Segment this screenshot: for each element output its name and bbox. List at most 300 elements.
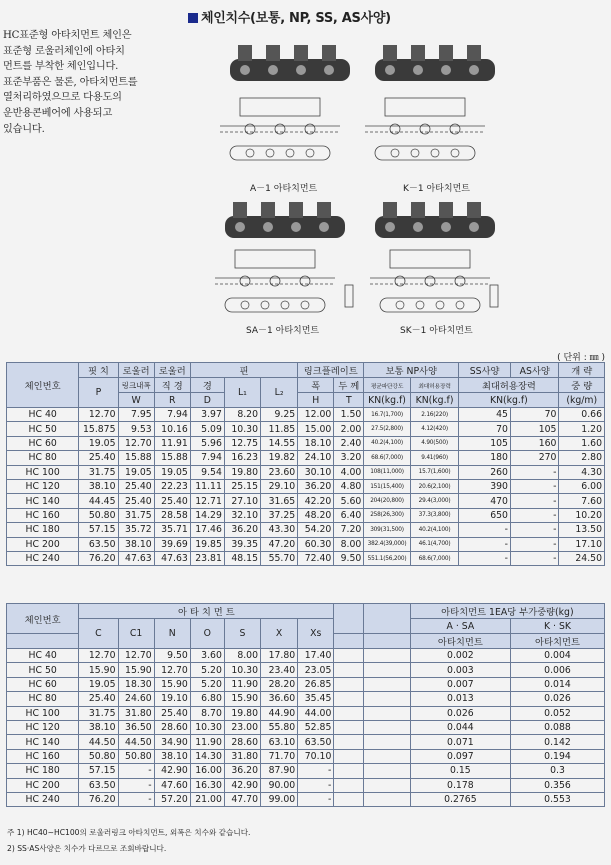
- cell-o: 11.90: [190, 735, 224, 749]
- cell-no: HC 50: [7, 663, 79, 677]
- cell-blank: [334, 764, 364, 778]
- cell-r: 39.69: [154, 537, 190, 551]
- cell-no: HC 60: [7, 677, 79, 691]
- col-blank: [364, 634, 410, 649]
- sa1-attachment-figure: [215, 202, 353, 312]
- cell-p: 25.40: [79, 451, 118, 465]
- sk1-attachment-figure: [370, 202, 498, 312]
- cell-x: 63.10: [261, 735, 298, 749]
- cell-kg: 4.30: [559, 465, 605, 479]
- cell-x: 87.90: [261, 764, 298, 778]
- cell-l2: 47.20: [261, 537, 298, 551]
- cell-r: 7.94: [154, 408, 190, 422]
- cell-brk: 27.5(2,800): [364, 422, 410, 436]
- cell-s: 31.80: [224, 749, 260, 763]
- cell-n: 9.50: [154, 649, 190, 663]
- cell-blank: [334, 677, 364, 691]
- cell-w: 7.95: [118, 408, 154, 422]
- cell-o: 8.70: [190, 706, 224, 720]
- cell-x: 55.80: [261, 720, 298, 734]
- cell-kg: 13.50: [559, 523, 605, 537]
- col-ksk-sub: 아타치먼트: [510, 634, 604, 649]
- cell-blank: [364, 764, 410, 778]
- cell-blank: [364, 735, 410, 749]
- col-l2: L₂: [261, 378, 298, 408]
- cell-s: 23.00: [224, 720, 260, 734]
- cell-blank: [364, 649, 410, 663]
- table-row: [7, 692, 605, 706]
- cell-h: 72.40: [298, 551, 334, 565]
- cell-d: 11.11: [190, 479, 224, 493]
- cell-l2: 31.65: [261, 494, 298, 508]
- page-title-text: 체인치수(보통, NP, SS, AS사양): [201, 11, 391, 26]
- cell-h: 60.30: [298, 537, 334, 551]
- cell-xs: -: [298, 778, 334, 792]
- cell-r: 15.88: [154, 451, 190, 465]
- cell-d: 3.97: [190, 408, 224, 422]
- table-row: [7, 523, 605, 537]
- cell-xs: 26.85: [298, 677, 334, 691]
- cell-c: 25.40: [79, 692, 118, 706]
- page-title: [188, 7, 391, 26]
- col-p: P: [79, 378, 118, 408]
- cell-ss: -: [459, 537, 511, 551]
- cell-as: 160: [510, 436, 559, 450]
- cell-l2: 43.30: [261, 523, 298, 537]
- cell-s: 36.20: [224, 764, 260, 778]
- intro-line: 있습니다.: [3, 123, 45, 135]
- cell-o: 10.30: [190, 720, 224, 734]
- col-chain-no: 체인번호: [7, 604, 79, 634]
- cell-brk: 204(20,800): [364, 494, 410, 508]
- cell-no: HC 100: [7, 465, 79, 479]
- cell-max: 20.6(2,100): [410, 479, 459, 493]
- table-row: [7, 422, 605, 436]
- cell-a: 0.044: [410, 720, 510, 734]
- cell-d: 5.96: [190, 436, 224, 450]
- cell-xs: 35.45: [298, 692, 334, 706]
- cell-l2: 19.82: [261, 451, 298, 465]
- cell-d: 7.94: [190, 451, 224, 465]
- cell-xs: 44.00: [298, 706, 334, 720]
- cell-c: 63.50: [79, 778, 118, 792]
- cell-n: 38.10: [154, 749, 190, 763]
- cell-blank: [364, 706, 410, 720]
- cell-no: HC 100: [7, 706, 79, 720]
- col-kn2: KN(kg.f): [410, 393, 459, 408]
- table-row: [7, 436, 605, 450]
- table-row: [7, 479, 605, 493]
- col-diameter: 직 경: [154, 378, 190, 393]
- cell-max: 4.12(420): [410, 422, 459, 436]
- cell-n: 15.90: [154, 677, 190, 691]
- cell-brk: 68.6(7,000): [364, 451, 410, 465]
- cell-x: 44.90: [261, 706, 298, 720]
- cell-c1: -: [118, 792, 154, 806]
- cell-a: 0.2765: [410, 792, 510, 806]
- col-max-allow-ss-as: 최대허용장력: [459, 378, 559, 393]
- chain-dimension-table: [6, 362, 605, 566]
- cell-brk: 16.7(1,700): [364, 408, 410, 422]
- cell-c: 57.15: [79, 764, 118, 778]
- cell-p: 31.75: [79, 465, 118, 479]
- cell-no: HC 200: [7, 778, 79, 792]
- col-weight: 중 량: [559, 378, 605, 393]
- col-chain-no: 체인번호: [7, 363, 79, 408]
- cell-kg: 0.66: [559, 408, 605, 422]
- cell-w: 19.05: [118, 465, 154, 479]
- intro-text: [3, 28, 178, 137]
- cell-blank: [334, 792, 364, 806]
- table-row: [7, 720, 605, 734]
- cell-kg: 1.60: [559, 436, 605, 450]
- cell-o: 16.00: [190, 764, 224, 778]
- cell-brk: 40.2(4,100): [364, 436, 410, 450]
- cell-h: 15.00: [298, 422, 334, 436]
- cell-as: -: [510, 537, 559, 551]
- col-d: D: [190, 393, 224, 408]
- cell-c: 38.10: [79, 720, 118, 734]
- cell-as: 270: [510, 451, 559, 465]
- cell-l1: 36.20: [224, 523, 260, 537]
- cell-t: 9.50: [334, 551, 364, 565]
- cell-blank: [334, 778, 364, 792]
- cell-x: 23.40: [261, 663, 298, 677]
- cell-no: HC 40: [7, 408, 79, 422]
- cell-no: HC 200: [7, 537, 79, 551]
- cell-c1: 44.50: [118, 735, 154, 749]
- cell-max: 9.41(960): [410, 451, 459, 465]
- cell-h: 36.20: [298, 479, 334, 493]
- cell-o: 3.60: [190, 649, 224, 663]
- cell-xs: 63.50: [298, 735, 334, 749]
- cell-c1: 12.70: [118, 649, 154, 663]
- cell-blank: [334, 706, 364, 720]
- cell-ss: 45: [459, 408, 511, 422]
- cell-t: 2.00: [334, 422, 364, 436]
- cell-p: 57.15: [79, 523, 118, 537]
- cell-no: HC 80: [7, 692, 79, 706]
- cell-l2: 11.85: [261, 422, 298, 436]
- cell-as: -: [510, 465, 559, 479]
- k1-caption: K－1 아타치먼트: [403, 184, 470, 194]
- cell-c: 12.70: [79, 649, 118, 663]
- cell-blank: [364, 663, 410, 677]
- cell-h: 12.00: [298, 408, 334, 422]
- table-row: [7, 451, 605, 465]
- cell-k: 0.006: [510, 663, 604, 677]
- cell-no: HC 60: [7, 436, 79, 450]
- col-pin-dia: 경: [190, 378, 224, 393]
- attachment-dimension-table: [6, 603, 605, 807]
- col-ksk: K · SK: [510, 619, 604, 634]
- cell-s: 28.60: [224, 735, 260, 749]
- cell-h: 30.10: [298, 465, 334, 479]
- col-s: S: [224, 619, 260, 649]
- cell-as: -: [510, 508, 559, 522]
- header-row: [7, 604, 605, 619]
- cell-k: 0.194: [510, 749, 604, 763]
- cell-n: 42.90: [154, 764, 190, 778]
- cell-no: HC 180: [7, 523, 79, 537]
- cell-c1: 31.80: [118, 706, 154, 720]
- cell-brk: 258(26,300): [364, 508, 410, 522]
- cell-s: 11.90: [224, 677, 260, 691]
- cell-xs: -: [298, 764, 334, 778]
- cell-as: -: [510, 494, 559, 508]
- cell-blank: [334, 663, 364, 677]
- cell-t: 3.20: [334, 451, 364, 465]
- cell-l1: 39.35: [224, 537, 260, 551]
- cell-no: HC 80: [7, 451, 79, 465]
- col-w: W: [118, 393, 154, 408]
- header-row: [7, 378, 605, 393]
- cell-l2: 14.55: [261, 436, 298, 450]
- cell-as: -: [510, 551, 559, 565]
- cell-no: HC 240: [7, 551, 79, 565]
- cell-ss: -: [459, 523, 511, 537]
- cell-max: 4.90(500): [410, 436, 459, 450]
- col-c1: C1: [118, 619, 154, 649]
- col-blank: [334, 604, 364, 634]
- cell-c1: -: [118, 778, 154, 792]
- cell-p: 38.10: [79, 479, 118, 493]
- sa1-caption: SA－1 아타치먼트: [246, 326, 320, 336]
- cell-blank: [364, 778, 410, 792]
- cell-xs: 52.85: [298, 720, 334, 734]
- cell-h: 24.10: [298, 451, 334, 465]
- cell-max: 40.2(4,100): [410, 523, 459, 537]
- col-r: R: [154, 393, 190, 408]
- col-xs: Xs: [298, 619, 334, 649]
- cell-r: 25.40: [154, 494, 190, 508]
- cell-no: HC 120: [7, 720, 79, 734]
- cell-h: 54.20: [298, 523, 334, 537]
- col-l1: L₁: [224, 378, 260, 408]
- cell-n: 34.90: [154, 735, 190, 749]
- col-np-spec: 보통 NP사양: [364, 363, 459, 378]
- cell-ss: 470: [459, 494, 511, 508]
- table-row: [7, 508, 605, 522]
- cell-max: 68.6(7,000): [410, 551, 459, 565]
- cell-l2: 9.25: [261, 408, 298, 422]
- table-row: [7, 735, 605, 749]
- col-roller-dia: 로울러: [154, 363, 190, 378]
- cell-a: 0.071: [410, 735, 510, 749]
- cell-t: 1.50: [334, 408, 364, 422]
- header-row: [7, 619, 605, 634]
- cell-l1: 16.23: [224, 451, 260, 465]
- cell-w: 47.63: [118, 551, 154, 565]
- cell-no: HC 40: [7, 649, 79, 663]
- cell-a: 0.003: [410, 663, 510, 677]
- title-square-icon: [188, 13, 198, 23]
- cell-o: 14.30: [190, 749, 224, 763]
- cell-n: 28.60: [154, 720, 190, 734]
- cell-ss: 70: [459, 422, 511, 436]
- cell-p: 63.50: [79, 537, 118, 551]
- cell-t: 7.20: [334, 523, 364, 537]
- cell-d: 17.46: [190, 523, 224, 537]
- cell-l1: 12.75: [224, 436, 260, 450]
- cell-x: 36.60: [261, 692, 298, 706]
- col-asa-sub: 아타치먼트: [410, 634, 510, 649]
- cell-l1: 8.20: [224, 408, 260, 422]
- cell-w: 31.75: [118, 508, 154, 522]
- col-roller-gap: 로울러: [118, 363, 154, 378]
- cell-ss: 650: [459, 508, 511, 522]
- cell-blank: [364, 677, 410, 691]
- cell-t: 6.40: [334, 508, 364, 522]
- cell-x: 90.00: [261, 778, 298, 792]
- cell-no: HC 180: [7, 764, 79, 778]
- cell-r: 19.05: [154, 465, 190, 479]
- col-inner-width: 링크내폭: [118, 378, 154, 393]
- cell-max: 15.7(1,600): [410, 465, 459, 479]
- cell-l1: 48.15: [224, 551, 260, 565]
- col-ss-spec: SS사양: [459, 363, 511, 378]
- cell-s: 42.90: [224, 778, 260, 792]
- footnote-2: 2) SS·AS사양은 치수가 다르므로 조회바랍니다.: [7, 844, 167, 853]
- cell-t: 8.00: [334, 537, 364, 551]
- cell-xs: -: [298, 792, 334, 806]
- cell-blank: [334, 692, 364, 706]
- cell-c1: 50.80: [118, 749, 154, 763]
- cell-kg: 1.20: [559, 422, 605, 436]
- cell-o: 5.20: [190, 663, 224, 677]
- cell-as: -: [510, 479, 559, 493]
- cell-brk: 551.1(56,200): [364, 551, 410, 565]
- a1-caption: A－1 아타치먼트: [250, 184, 318, 194]
- cell-x: 99.00: [261, 792, 298, 806]
- intro-line: 표준형 로울러체인에 아타치: [3, 45, 125, 57]
- table-row: [7, 749, 605, 763]
- cell-c: 50.80: [79, 749, 118, 763]
- cell-brk: 151(15,400): [364, 479, 410, 493]
- cell-s: 10.30: [224, 663, 260, 677]
- a1-attachment-figure: [220, 45, 350, 160]
- cell-r: 10.16: [154, 422, 190, 436]
- cell-x: 17.80: [261, 649, 298, 663]
- cell-a: 0.007: [410, 677, 510, 691]
- cell-kg: 17.10: [559, 537, 605, 551]
- cell-t: 4.00: [334, 465, 364, 479]
- intro-line: 열처리하였으므로 다용도의: [3, 92, 122, 104]
- cell-ss: 260: [459, 465, 511, 479]
- cell-r: 35.71: [154, 523, 190, 537]
- cell-blank: [364, 749, 410, 763]
- cell-w: 9.53: [118, 422, 154, 436]
- cell-blank: [364, 692, 410, 706]
- cell-l1: 19.80: [224, 465, 260, 479]
- cell-t: 5.60: [334, 494, 364, 508]
- intro-line: HC표준형 아타치먼트 체인은: [3, 30, 132, 41]
- cell-k: 0.014: [510, 677, 604, 691]
- cell-w: 12.70: [118, 436, 154, 450]
- cell-d: 14.29: [190, 508, 224, 522]
- cell-w: 25.40: [118, 494, 154, 508]
- cell-blank: [334, 649, 364, 663]
- cell-no: HC 50: [7, 422, 79, 436]
- cell-c: 31.75: [79, 706, 118, 720]
- cell-a: 0.097: [410, 749, 510, 763]
- cell-k: 0.026: [510, 692, 604, 706]
- cell-as: 105: [510, 422, 559, 436]
- col-kn1: KN(kg.f): [364, 393, 410, 408]
- cell-a: 0.026: [410, 706, 510, 720]
- cell-o: 5.20: [190, 677, 224, 691]
- cell-w: 35.72: [118, 523, 154, 537]
- cell-n: 25.40: [154, 706, 190, 720]
- cell-d: 5.09: [190, 422, 224, 436]
- table-row: [7, 465, 605, 479]
- cell-p: 12.70: [79, 408, 118, 422]
- cell-brk: 382.4(39,000): [364, 537, 410, 551]
- cell-a: 0.178: [410, 778, 510, 792]
- cell-r: 11.91: [154, 436, 190, 450]
- cell-brk: 309(31,500): [364, 523, 410, 537]
- cell-h: 18.10: [298, 436, 334, 450]
- cell-no: HC 120: [7, 479, 79, 493]
- col-as-spec: AS사양: [510, 363, 559, 378]
- cell-blank: [334, 749, 364, 763]
- cell-l2: 29.10: [261, 479, 298, 493]
- cell-kg: 24.50: [559, 551, 605, 565]
- cell-p: 50.80: [79, 508, 118, 522]
- col-asa: A · SA: [410, 619, 510, 634]
- cell-t: 4.80: [334, 479, 364, 493]
- cell-blank: [364, 720, 410, 734]
- col-t: T: [334, 393, 364, 408]
- col-width: 폭: [298, 378, 334, 393]
- cell-k: 0.088: [510, 720, 604, 734]
- cell-r: 22.23: [154, 479, 190, 493]
- cell-r: 47.63: [154, 551, 190, 565]
- cell-blank: [364, 792, 410, 806]
- cell-c: 19.05: [79, 677, 118, 691]
- cell-no: HC 240: [7, 792, 79, 806]
- col-pitch: 핏 치: [79, 363, 118, 378]
- col-thickness: 두 께: [334, 378, 364, 393]
- col-o: O: [190, 619, 224, 649]
- k1-attachment-figure: [365, 45, 495, 160]
- cell-blank: [334, 720, 364, 734]
- cell-l1: 10.30: [224, 422, 260, 436]
- cell-n: 57.20: [154, 792, 190, 806]
- cell-s: 47.70: [224, 792, 260, 806]
- cell-p: 15.875: [79, 422, 118, 436]
- col-attachment: 아 타 치 먼 트: [79, 604, 334, 619]
- cell-c: 44.50: [79, 735, 118, 749]
- cell-ss: 105: [459, 436, 511, 450]
- cell-c: 76.20: [79, 792, 118, 806]
- cell-xs: 17.40: [298, 649, 334, 663]
- cell-n: 19.10: [154, 692, 190, 706]
- table-row: [7, 649, 605, 663]
- cell-kg: 7.60: [559, 494, 605, 508]
- cell-p: 76.20: [79, 551, 118, 565]
- cell-t: 2.40: [334, 436, 364, 450]
- cell-s: 8.00: [224, 649, 260, 663]
- cell-no: HC 140: [7, 735, 79, 749]
- col-x: X: [261, 619, 298, 649]
- cell-w: 38.10: [118, 537, 154, 551]
- cell-n: 47.60: [154, 778, 190, 792]
- cell-max: 29.4(3,000): [410, 494, 459, 508]
- intro-line: 먼트를 부착한 체인입니다.: [3, 61, 119, 73]
- cell-k: 0.553: [510, 792, 604, 806]
- table-row: [7, 494, 605, 508]
